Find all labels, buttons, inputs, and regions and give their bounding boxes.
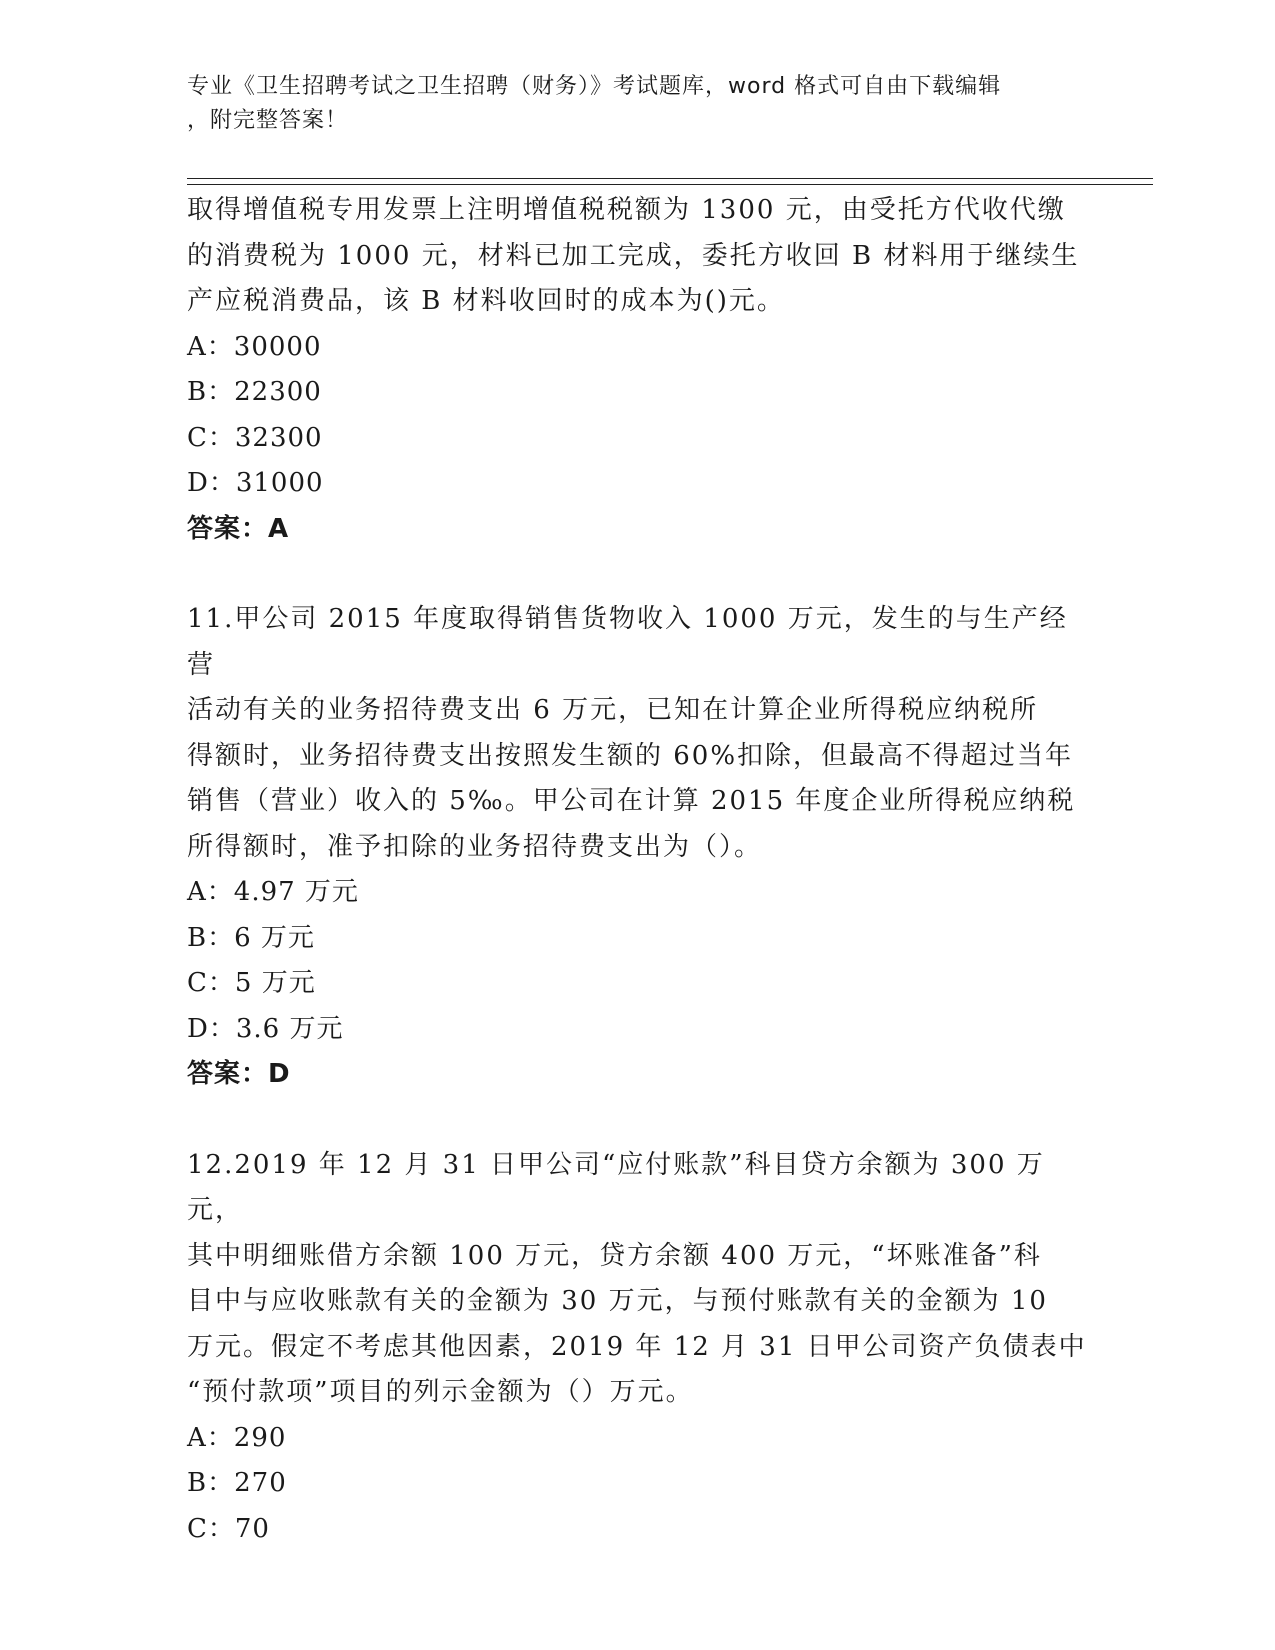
option-list <box>187 870 1087 1052</box>
header-line-2: ，附完整答案！ <box>187 108 349 133</box>
question-line: 12.2019 年 12 月 31 日甲公司“应付账款”科目贷方余额为 300 万元， <box>187 1149 1045 1225</box>
header-line-1: 专业《卫生招聘考试之卫生招聘（财务）》考试题库，word 格式可自由下载编辑 <box>187 74 1002 99</box>
option-list <box>187 1416 1087 1553</box>
question-line: 活动有关的业务招待费支出 6 万元，已知在计算企业所得税应纳税所 <box>187 695 1039 725</box>
question-block <box>187 188 1087 552</box>
question-line: 11.甲公司 2015 年度取得销售货物收入 1000 万元，发生的与生产经营 <box>187 604 1068 680</box>
question-line: 所得额时，准予扣除的业务招待费支出为（）。 <box>187 831 763 862</box>
option-d: D：3.6 万元 <box>187 1013 344 1044</box>
spacer <box>187 552 1087 597</box>
question-list <box>187 188 1087 1552</box>
option-d: D：31000 <box>187 468 324 498</box>
option-b: B：6 万元 <box>187 922 315 953</box>
option-a: A：30000 <box>187 331 322 362</box>
document-header <box>187 70 1087 138</box>
question-line: 产应税消费品，该 B 材料收回时的成本为()元。 <box>187 286 785 316</box>
question-line: “预付款项”项目的列示金额为（）万元。 <box>187 1377 694 1407</box>
question-text <box>187 188 1087 325</box>
question-text <box>187 597 1087 870</box>
header-divider-top <box>187 178 1153 179</box>
question-line: 销售（营业）收入的 5‰。甲公司在计算 2015 年度企业所得税应纳税 <box>187 786 1076 816</box>
question-block <box>187 597 1087 1098</box>
question-line: 万元。假定不考虑其他因素，2019 年 12 月 31 日甲公司资产负债表中 <box>187 1331 1087 1362</box>
question-line: 其中明细账借方余额 100 万元，贷方余额 400 万元，“坏账准备”科 <box>187 1240 1042 1271</box>
option-a: A：4.97 万元 <box>187 877 359 907</box>
option-c: C：70 <box>187 1513 270 1544</box>
option-b: B：22300 <box>187 377 322 407</box>
question-line: 取得增值税专用发票上注明增值税税额为 1300 元，由受托方代收代缴 <box>187 195 1066 225</box>
option-list <box>187 325 1087 507</box>
answer-label: 答案：A <box>187 513 290 544</box>
answer-label: 答案：D <box>187 1059 291 1089</box>
option-c: C：32300 <box>187 422 323 453</box>
option-a: A：290 <box>187 1422 287 1453</box>
question-line: 得额时，业务招待费支出按照发生额的 60%扣除，但最高不得超过当年 <box>187 740 1074 771</box>
spacer <box>187 1098 1087 1143</box>
option-c: C：5 万元 <box>187 968 316 998</box>
question-line: 目中与应收账款有关的金额为 30 万元，与预付账款有关的金额为 10 <box>187 1286 1048 1316</box>
question-line: 的消费税为 1000 元，材料已加工完成，委托方收回 B 材料用于继续生 <box>187 240 1080 271</box>
header-divider-bottom <box>187 184 1153 185</box>
question-text <box>187 1143 1087 1416</box>
question-block <box>187 1143 1087 1553</box>
option-b: B：270 <box>187 1468 287 1498</box>
